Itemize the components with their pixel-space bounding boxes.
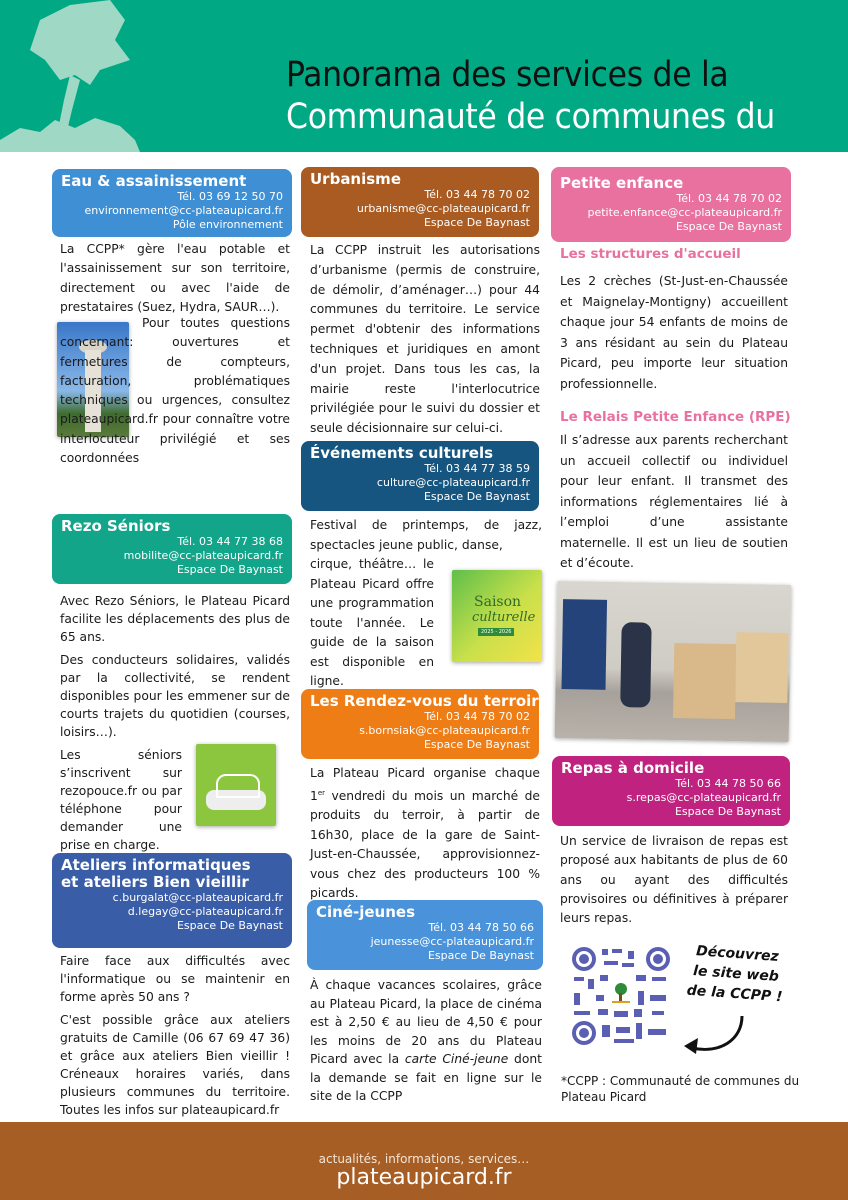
rezo-place: Espace De Baynast bbox=[176, 563, 283, 576]
terroir-card bbox=[301, 689, 539, 759]
child-playing-photo bbox=[555, 581, 792, 742]
qr-cta-line3: de la CCPP ! bbox=[686, 982, 783, 1006]
rezo-title: Rezo Séniors bbox=[61, 517, 171, 535]
culture-paragraph-1: Festival de printemps, de jazz, spectacles jeune public, danse, bbox=[310, 518, 542, 552]
repas-place: Espace De Baynast bbox=[674, 805, 781, 818]
petite-enfance-tel: Tél. 03 44 78 70 02 bbox=[676, 192, 782, 205]
urbanisme-card bbox=[301, 167, 539, 237]
cine-title: Ciné-jeunes bbox=[316, 903, 416, 921]
eau-email[interactable]: environnement@cc-plateaupicard.fr bbox=[84, 204, 283, 217]
terroir-title: Les Rendez-vous du terroir bbox=[310, 692, 539, 710]
ccpp-footnote: *CCPP : Communauté de communes du Plateau Picard bbox=[561, 1074, 800, 1104]
curved-arrow-icon bbox=[680, 1012, 750, 1058]
terroir-place: Espace De Baynast bbox=[423, 738, 530, 751]
urbanisme-title: Urbanisme bbox=[310, 170, 401, 188]
rezo-card bbox=[52, 514, 292, 584]
cine-tel: Tél. 03 44 78 50 66 bbox=[428, 921, 534, 934]
poster-years: 2025 - 2026 bbox=[478, 628, 514, 636]
eau-text bbox=[60, 240, 290, 322]
qr-cta-line2: le site web bbox=[692, 963, 780, 985]
repas-title: Repas à domicile bbox=[561, 759, 705, 777]
qr-code-icon[interactable] bbox=[570, 945, 672, 1047]
rezo-paragraph-1: Avec Rezo Séniors, le Plateau Picard facilite les déplacements des plus de 65 ans. bbox=[60, 594, 290, 644]
rezo-email[interactable]: mobilite@cc-plateaupicard.fr bbox=[123, 549, 283, 562]
terroir-tel: Tél. 03 44 78 70 02 bbox=[424, 710, 530, 723]
terroir-text-a: La Plateau Picard organise chaque 1 bbox=[310, 766, 540, 803]
rpe-text bbox=[560, 430, 788, 579]
culture-place: Espace De Baynast bbox=[423, 490, 530, 503]
terroir-text-b: vendredi du mois un marché de produits du terroir, à partir de 16h30, place de la gare de Saint-Just-en-Chaussée, approvisionnez-vous chez des producteurs 100 % picards. bbox=[310, 788, 540, 901]
urbanisme-place: Espace De Baynast bbox=[423, 216, 530, 229]
terroir-email[interactable]: s.bornsiak@cc-plateaupicard.fr bbox=[359, 724, 530, 737]
footer-url[interactable]: plateaupicard.fr bbox=[336, 1165, 512, 1190]
repas-tel: Tél. 03 44 78 50 66 bbox=[675, 777, 781, 790]
rezo-pouce-flyer-image bbox=[196, 744, 276, 826]
eau-card bbox=[52, 169, 292, 237]
petite-enfance-place: Espace De Baynast bbox=[675, 220, 782, 233]
urbanisme-paragraph: La CCPP instruit les autorisations d’urbanisme (permis de construire, de démolir, d’aménager…) pour 44 communes du territoire. Le service permet d'obtenir des informations techniques et juridiques en amont d'un projet. Dans tous les cas, la mairie reste l'interlocutrice privilégiée pour le suivi du dossier et seule décisionnaire sur celui-ci. bbox=[310, 243, 540, 436]
cine-text-b: dont la demande se fait en ligne sur le site de la CCPP bbox=[310, 1052, 542, 1103]
urbanisme-tel: Tél. 03 44 78 70 02 bbox=[424, 188, 530, 201]
cine-place: Espace De Baynast bbox=[427, 949, 534, 962]
cine-paragraph bbox=[310, 976, 542, 1106]
terroir-text bbox=[310, 764, 540, 909]
ateliers-card bbox=[52, 853, 292, 948]
culture-tel: Tél. 03 44 77 38 59 bbox=[424, 462, 530, 475]
poster-title-1: Saison bbox=[474, 594, 522, 610]
rezo-paragraph-3: Les séniors s’inscrivent sur rezopouce.fr ou par téléphone pour demander une prise en charge. bbox=[60, 748, 182, 852]
poster-title-2: culturelle bbox=[472, 610, 536, 625]
cine-card bbox=[307, 900, 543, 970]
repas-text bbox=[560, 832, 788, 933]
page-title-line2: Communauté de communes du bbox=[286, 97, 775, 137]
page-title-line1: Panorama des services de la bbox=[286, 55, 729, 95]
ateliers-title-line1: Ateliers informatiques bbox=[61, 856, 251, 874]
footer bbox=[0, 1122, 848, 1200]
eau-paragraph-1: La CCPP* gère l'eau potable et l'assainissement sur son territoire, directement ou avec l'aide de prestataires (Suez, Hydra, SAUR…). bbox=[60, 242, 290, 314]
ateliers-title-line2: et ateliers Bien vieillir bbox=[61, 873, 249, 891]
urbanisme-email[interactable]: urbanisme@cc-plateaupicard.fr bbox=[356, 202, 530, 215]
terroir-text-sup: er bbox=[317, 788, 326, 797]
terroir-paragraph bbox=[310, 764, 540, 904]
ateliers-email-2[interactable]: d.legay@cc-plateaupicard.fr bbox=[127, 905, 283, 918]
eau-tel: Tél. 03 69 12 50 70 bbox=[177, 190, 283, 203]
eau-place: Pôle environnement bbox=[172, 218, 283, 231]
cine-text bbox=[310, 976, 542, 1111]
culture-email[interactable]: culture@cc-plateaupicard.fr bbox=[376, 476, 530, 489]
rpe-subtitle: Le Relais Petite Enfance (RPE) bbox=[560, 409, 791, 425]
rpe-paragraph: Il s’adresse aux parents recherchant un accueil collectif ou individuel pour leur enfant. Il transmet des informations réglementaires lié à l’emploi d’une assistante maternelle. Il est un lieu de soutien et d’écoute. bbox=[560, 433, 788, 570]
repas-paragraph: Un service de livraison de repas est proposé aux habitants de plus de 60 ans ou ayant des difficultés provisoires ou définitives à préparer leurs repas. bbox=[560, 834, 788, 926]
ateliers-place: Espace De Baynast bbox=[176, 919, 283, 932]
structures-subtitle: Les structures d'accueil bbox=[560, 246, 741, 262]
repas-card bbox=[552, 756, 790, 826]
structures-paragraph: Les 2 crèches (St-Just-en-Chaussée et Maignelay-Montigny) accueillent chaque jour 54 enfants de moins de 3 ans résidant au sein du Plateau Picard, peu importe leur situation professionnelle. bbox=[560, 274, 788, 391]
page-title bbox=[286, 54, 775, 138]
qr-cta-line1: Découvrez bbox=[695, 943, 780, 965]
eau-title: Eau & assainissement bbox=[61, 172, 247, 190]
cine-email[interactable]: jeunesse@cc-plateaupicard.fr bbox=[370, 935, 534, 948]
culture-card bbox=[301, 441, 539, 511]
rezo-paragraph-2: Des conducteurs solidaires, validés par la collectivité, se rendent disponibles pour les emmener sur de courts trajets du quotidien (courses, loisirs…). bbox=[60, 653, 290, 739]
structures-text bbox=[560, 271, 788, 399]
petite-enfance-email[interactable]: petite.enfance@cc-plateaupicard.fr bbox=[587, 206, 782, 219]
tree-silhouette-icon bbox=[0, 0, 200, 152]
eau-text-2 bbox=[60, 314, 290, 473]
culture-title: Événements culturels bbox=[310, 444, 494, 462]
saison-culturelle-poster bbox=[452, 570, 542, 662]
repas-email[interactable]: s.repas@cc-plateaupicard.fr bbox=[626, 791, 781, 804]
qr-cta bbox=[678, 940, 794, 1008]
cine-text-a: À chaque vacances scolaires, grâce au Plateau Picard, la place de cinéma est à 2,50 € au lieu de 4,50 € pour les moins de 20 ans du Plateau Picard avec la bbox=[310, 978, 542, 1066]
culture-paragraph-2: cirque, théâtre… le Plateau Picard offre une programmation toute l'année. Le guide de la saison est disponible en ligne. bbox=[310, 557, 434, 688]
petite-enfance-title: Petite enfance bbox=[560, 174, 684, 192]
ateliers-paragraph-1: Faire face aux difficultés avec l'informatique ou se maintenir en forme après 50 ans ? bbox=[60, 954, 290, 1004]
header-banner bbox=[0, 0, 848, 152]
petite-enfance-card bbox=[551, 167, 791, 242]
ateliers-paragraph-2: C'est possible grâce aux ateliers gratuits de Camille (06 67 69 47 36) et grâce aux ateliers Bien vieillir ! Créneaux horaires variés, dans plusieurs communes du territoire. Toutes les infos sur plateaupicard.fr bbox=[60, 1013, 290, 1117]
eau-paragraph-2-text: Pour toutes questions concernant: ouvertures et fermetures de compteurs, facturation, problématiques techniques ou urgences, consultez plateaupicard.fr pour connaître votre interlocuteur privilégié et ses coordonnées bbox=[60, 316, 290, 466]
rezo-tel: Tél. 03 44 77 38 68 bbox=[177, 535, 283, 548]
ateliers-text bbox=[60, 952, 290, 1124]
eau-paragraph-2 bbox=[60, 314, 290, 468]
cine-text-em: carte Ciné-jeune bbox=[404, 1052, 509, 1066]
ateliers-email-1[interactable]: c.burgalat@cc-plateaupicard.fr bbox=[112, 891, 283, 904]
urbanisme-text bbox=[310, 241, 540, 444]
footer-tagline: actualités, informations, services… bbox=[318, 1152, 530, 1166]
